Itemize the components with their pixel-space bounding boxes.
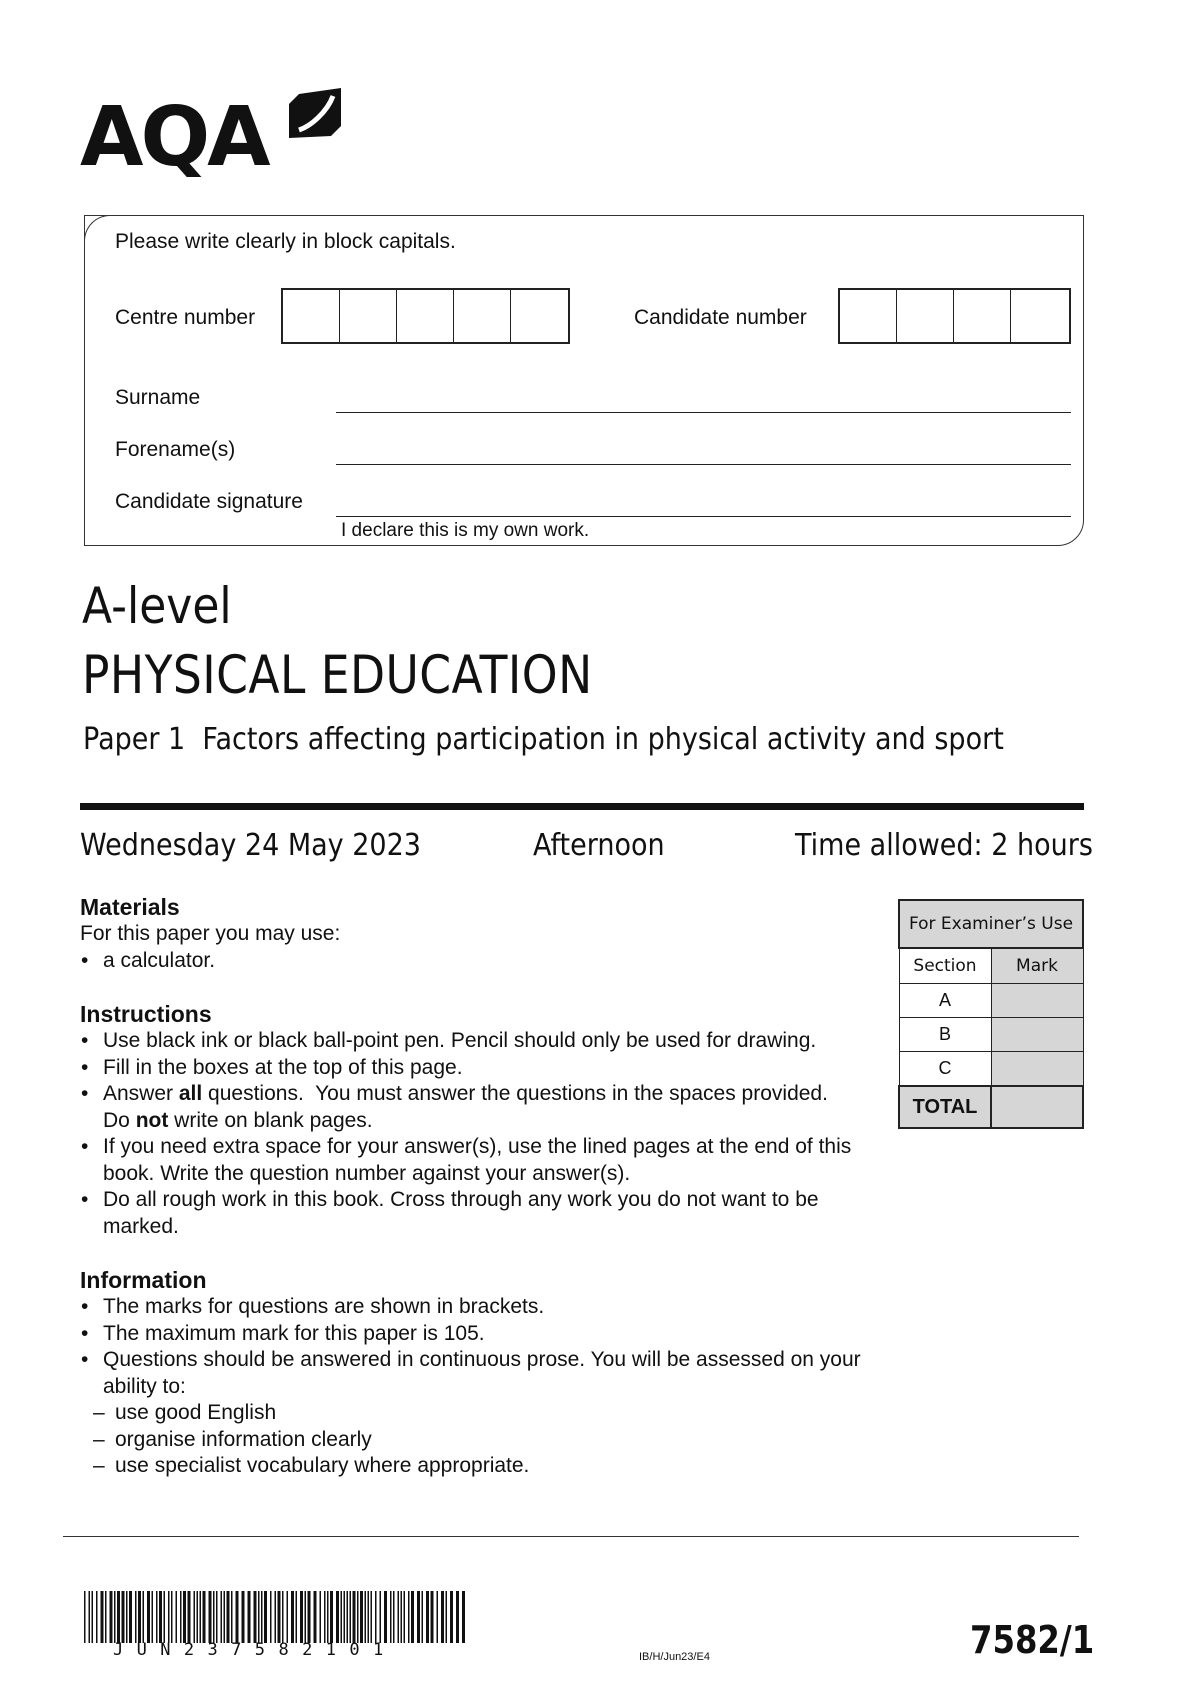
candidate-number-box[interactable] <box>1011 290 1068 342</box>
section-label: C <box>899 1052 991 1087</box>
centre-number-boxes[interactable] <box>281 288 570 344</box>
section-label: A <box>899 984 991 1018</box>
examiner-use-table <box>898 899 1084 1129</box>
instruction-item: • Do all rough work in this book. Cross through any work you do not want to be marked. <box>80 1187 873 1240</box>
footer-rule <box>63 1536 1079 1537</box>
barcode-icon <box>84 1591 470 1643</box>
section-column-header: Section <box>899 948 991 984</box>
information-item: • The maximum mark for this paper is 105. <box>80 1321 880 1348</box>
mark-column-header: Mark <box>991 948 1083 984</box>
paper-code: 7582/1 <box>970 1618 1095 1662</box>
mark-cell <box>991 1052 1083 1087</box>
block-capitals-instruction: Please write clearly in block capitals. <box>115 230 456 253</box>
logo-text: AQA <box>80 90 268 185</box>
paper-title: Paper 1 Factors affecting participation in physical activity and sport <box>83 722 1004 757</box>
information-item: • Questions should be answered in continuous prose. You will be assessed on your ability to: <box>80 1347 873 1400</box>
title-rule <box>80 803 1084 810</box>
materials-heading: Materials <box>80 894 180 920</box>
instruction-item: • Use black ink or black ball-point pen. Pencil should only be used for drawing. <box>80 1028 880 1055</box>
instruction-item: • If you need extra space for your answer(s), use the lined pages at the end of this book. Write the question number against your answer(s). <box>80 1134 853 1187</box>
candidate-number-box[interactable] <box>840 290 897 342</box>
leaf-icon <box>285 86 343 142</box>
reference-code: IB/H/Jun23/E4 <box>639 1651 710 1663</box>
candidate-number-box[interactable] <box>954 290 1011 342</box>
instruction-item: • Answer all questions. You must answer the questions in the spaces provided. Do not write on blank pages. <box>80 1081 880 1134</box>
centre-number-box[interactable] <box>283 290 340 342</box>
materials-section <box>80 894 880 974</box>
signature-label: Candidate signature <box>115 490 303 513</box>
centre-number-box[interactable] <box>454 290 511 342</box>
information-section <box>80 1267 880 1480</box>
instructions-section <box>80 1001 880 1240</box>
instruction-item: • Fill in the boxes at the top of this page. <box>80 1055 880 1082</box>
barcode-text: JUN237582101 <box>113 1640 397 1660</box>
forename-line[interactable] <box>336 464 1071 465</box>
examiner-table-title: For Examiner’s Use <box>899 900 1083 948</box>
mark-cell <box>991 1018 1083 1052</box>
centre-number-box[interactable] <box>397 290 454 342</box>
mark-cell <box>991 984 1083 1018</box>
surname-line[interactable] <box>336 412 1071 413</box>
materials-item: • a calculator. <box>80 948 880 975</box>
centre-number-box[interactable] <box>511 290 568 342</box>
total-mark-cell <box>991 1086 1083 1128</box>
candidate-number-boxes[interactable] <box>838 288 1071 344</box>
section-label: B <box>899 1018 991 1052</box>
information-subitem: – use good English <box>80 1400 880 1427</box>
forename-label: Forename(s) <box>115 438 236 461</box>
candidate-number-box[interactable] <box>897 290 954 342</box>
centre-number-box[interactable] <box>340 290 397 342</box>
materials-intro: For this paper you may use: <box>80 922 341 945</box>
information-heading: Information <box>80 1267 207 1293</box>
information-item: • The marks for questions are shown in brackets. <box>80 1294 880 1321</box>
information-subitem: – organise information clearly <box>80 1427 880 1454</box>
signature-line[interactable] <box>336 516 1071 517</box>
declaration-text: I declare this is my own work. <box>341 520 590 541</box>
subject-title: PHYSICAL EDUCATION <box>82 645 593 706</box>
total-label: TOTAL <box>899 1086 991 1128</box>
instructions-heading: Instructions <box>80 1001 212 1027</box>
candidate-details-box <box>84 215 1084 546</box>
information-subitem: – use specialist vocabulary where appropriate. <box>80 1453 880 1480</box>
aqa-logo <box>80 88 350 188</box>
exam-date: Wednesday 24 May 2023 <box>80 828 421 863</box>
centre-number-label: Centre number <box>115 306 256 329</box>
qualification-level: A-level <box>82 577 232 635</box>
surname-label: Surname <box>115 386 201 409</box>
exam-session: Afternoon <box>533 828 665 863</box>
candidate-number-label: Candidate number <box>634 306 807 329</box>
time-allowed: Time allowed: 2 hours <box>795 828 1093 863</box>
